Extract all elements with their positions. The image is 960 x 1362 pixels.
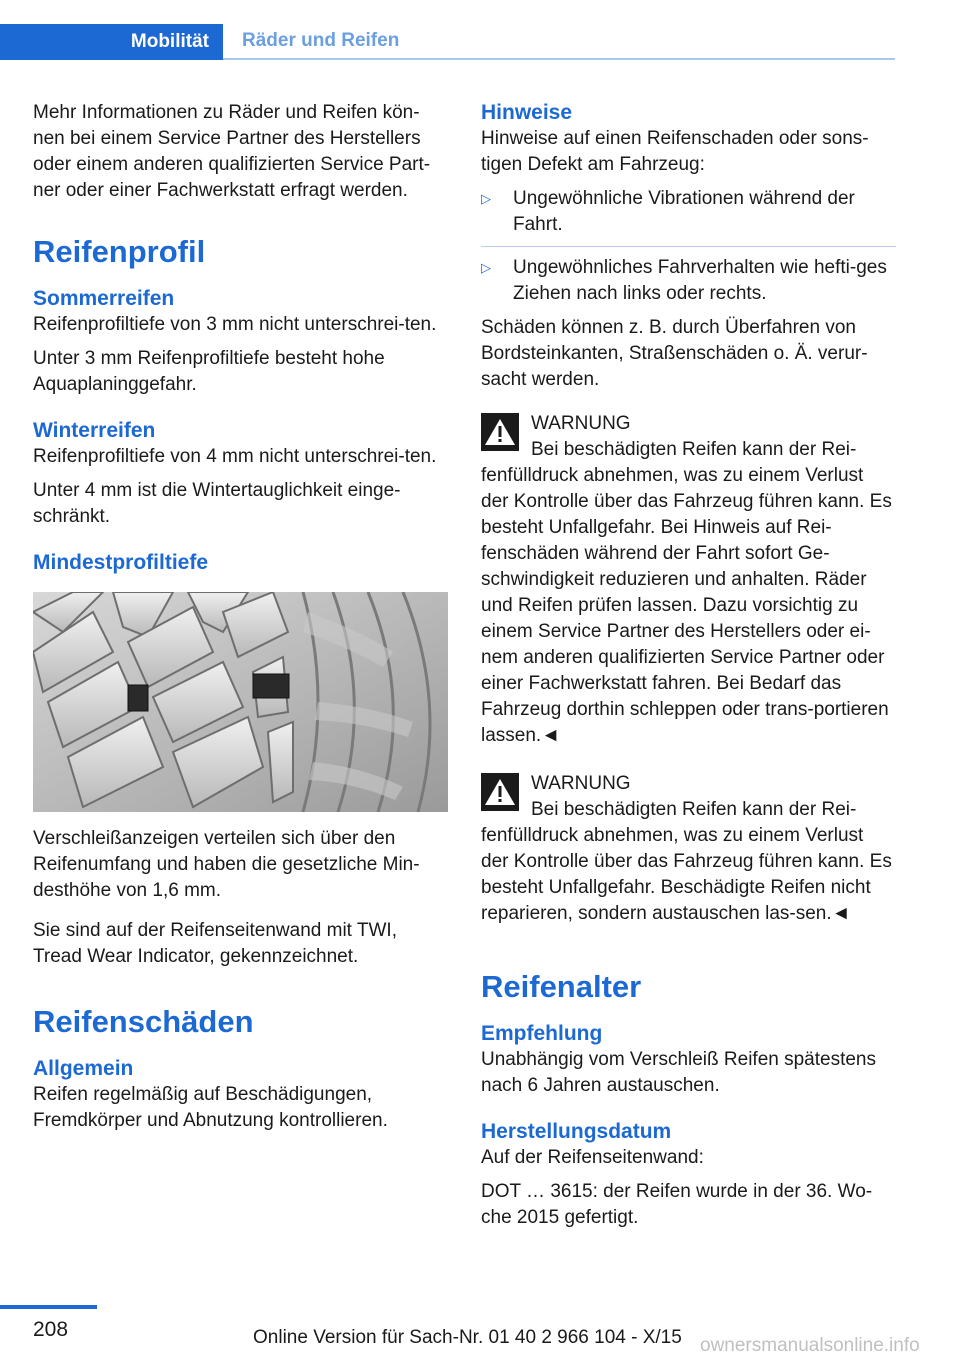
hinweise-paragraph: Hinweise auf einen Reifenschaden oder sons-tigen Defekt am Fahrzeug: bbox=[481, 128, 869, 175]
footer-text: Online Version für Sach-Nr. 01 40 2 966 104 - X/15 bbox=[253, 1327, 682, 1348]
hinweise-list bbox=[481, 186, 896, 307]
tab-raeder-und-reifen[interactable]: Räder und Reifen bbox=[242, 30, 400, 51]
page-header bbox=[0, 0, 895, 62]
list-item bbox=[481, 186, 896, 238]
allgemein-paragraph: Reifen regelmäßig auf Beschädigungen, Fremdkörper und Abnutzung kontrollieren. bbox=[33, 1084, 388, 1131]
datum-paragraph-2: DOT … 3615: der Reifen wurde in der 36. Wo-che 2015 gefertigt. bbox=[481, 1181, 873, 1228]
tab-mobilitaet[interactable]: Mobilität bbox=[0, 24, 223, 60]
warning-block-2 bbox=[481, 771, 896, 927]
warning-text-first-line: Bei beschädigten Reifen kann der Rei- bbox=[531, 799, 857, 820]
empfehlung-paragraph: Unabhängig vom Verschleiß Reifen spätestens nach 6 Jahren austauschen. bbox=[481, 1049, 877, 1096]
page-number: 208 bbox=[33, 1318, 69, 1341]
warning-text: fenfülldruck abnehmen, was zu einem Verlust der Kontrolle über das Fahrzeug führen kann. Es besteht Unfallgefahr. Beschädigte Reifen nicht reparieren, sondern austauschen las-sen.◄ bbox=[481, 825, 892, 924]
heading-hinweise: Hinweise bbox=[481, 101, 573, 124]
winter-paragraph-2: Unter 4 mm ist die Wintertauglichkeit einge-schränkt. bbox=[33, 480, 401, 527]
warning-title: WARNUNG bbox=[531, 773, 631, 794]
header-rule bbox=[223, 58, 895, 60]
heading-sommerreifen: Sommerreifen bbox=[33, 287, 175, 310]
heading-allgemein: Allgemein bbox=[33, 1057, 134, 1080]
sommer-paragraph-1: Reifenprofiltiefe von 3 mm nicht unterschrei-ten. bbox=[33, 314, 437, 335]
list-item-text: Ungewöhnliche Vibrationen während der Fahrt. bbox=[513, 188, 855, 235]
winter-paragraph-1: Reifenprofiltiefe von 4 mm nicht unterschrei-ten. bbox=[33, 446, 437, 467]
warning-block-1 bbox=[481, 411, 896, 749]
footer-rule bbox=[0, 1305, 97, 1309]
heading-mindestprofiltiefe: Mindestprofiltiefe bbox=[33, 551, 209, 574]
heading-reifenprofil: Reifenprofil bbox=[33, 234, 206, 269]
warning-title: WARNUNG bbox=[531, 413, 631, 434]
mindest-paragraph-1: Verschleißanzeigen verteilen sich über den Reifenumfang und haben die gesetzliche Min-desthöhe von 1,6 mm. bbox=[33, 828, 420, 901]
warning-triangle-icon bbox=[481, 773, 519, 811]
heading-winterreifen: Winterreifen bbox=[33, 419, 156, 442]
warning-triangle-icon bbox=[481, 413, 519, 451]
warning-text-first-line: Bei beschädigten Reifen kann der Rei- bbox=[531, 439, 857, 460]
list-item bbox=[481, 255, 896, 307]
heading-empfehlung: Empfehlung bbox=[481, 1022, 603, 1045]
tread-wear-indicator-image bbox=[33, 592, 448, 812]
triangle-bullet-icon: ▷ bbox=[481, 260, 491, 275]
warning-text: fenfülldruck abnehmen, was zu einem Verlust der Kontrolle über das Fahrzeug führen kann. Es besteht Unfallgefahr. Bei Hinweis auf Rei-fenschäden während der Fahrt sofort Ge-schwindigkeit reduzieren und anhalten. Räder und Reifen prüfen lassen. Dazu vorsichtig zu einem Service Partner des Herstellers oder ei-nem anderen qualifizierten Service Partner oder einer Fachwerkstatt fahren. Bei Bedarf das Fahrzeug dorthin schleppen oder trans-portieren lassen.◄ bbox=[481, 465, 892, 746]
heading-reifenschaeden: Reifenschäden bbox=[33, 1004, 254, 1039]
right-column bbox=[481, 100, 896, 1239]
watermark: ownersmanualsonline.info bbox=[700, 1335, 920, 1356]
heading-reifenalter: Reifenalter bbox=[481, 969, 642, 1004]
schaeden-paragraph: Schäden können z. B. durch Überfahren von Bordsteinkanten, Straßenschäden o. Ä. verur-sacht werden. bbox=[481, 317, 868, 390]
sommer-paragraph-2: Unter 3 mm Reifenprofiltiefe besteht hohe Aquaplaninggefahr. bbox=[33, 348, 385, 395]
triangle-bullet-icon: ▷ bbox=[481, 191, 491, 206]
list-item-text: Ungewöhnliches Fahrverhalten wie hefti-ges Ziehen nach links oder rechts. bbox=[513, 257, 887, 304]
datum-paragraph-1: Auf der Reifenseitenwand: bbox=[481, 1147, 704, 1168]
intro-paragraph: Mehr Informationen zu Räder und Reifen kön-nen bei einem Service Partner des Herstellers oder einem anderen qualifizierten Service Part-ner oder einer Fachwerkstatt erfragt werden. bbox=[33, 102, 431, 201]
list-divider bbox=[481, 246, 896, 247]
heading-herstellungsdatum: Herstellungsdatum bbox=[481, 1120, 672, 1143]
mindest-paragraph-2: Sie sind auf der Reifenseitenwand mit TWI, Tread Wear Indicator, gekennzeichnet. bbox=[33, 920, 397, 967]
left-column bbox=[33, 100, 448, 1142]
